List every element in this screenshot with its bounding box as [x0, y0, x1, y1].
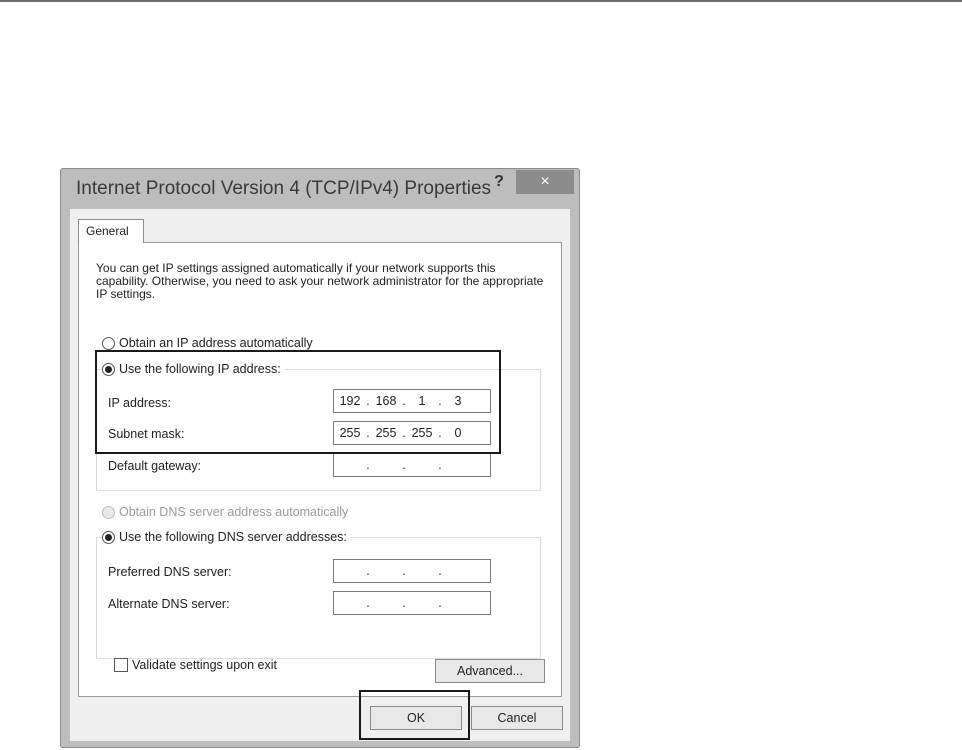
octet-dot: . [366, 394, 370, 408]
description-text: You can get IP settings assigned automatically if your network supports this capability. Otherwise, you need to ask your network administrator for the appropriate IP settings. [96, 261, 544, 301]
octet-dot: . [366, 458, 370, 472]
alternate-dns-input[interactable] [333, 591, 491, 615]
octet-dot: . [438, 596, 442, 610]
dialog-client-area [70, 209, 570, 741]
subnet-mask-label: Subnet mask: [108, 427, 185, 441]
ok-button[interactable]: OK [370, 706, 462, 730]
cancel-button[interactable]: Cancel [471, 706, 563, 730]
octet-dot: . [366, 426, 370, 440]
ip-address-label: IP address: [108, 396, 172, 410]
use-following-ip-label: Use the following IP address: [119, 362, 281, 376]
dialog-title: Internet Protocol Version 4 (TCP/IPv4) Properties [76, 178, 492, 199]
use-following-ip-radio[interactable] [102, 363, 115, 376]
octet-dot: . [402, 458, 406, 472]
obtain-dns-auto-option[interactable] [102, 505, 348, 519]
octet-3: 1 [418, 394, 426, 408]
octet-dot: . [366, 564, 370, 578]
close-button[interactable]: × [516, 170, 574, 194]
obtain-dns-auto-radio[interactable] [102, 506, 115, 519]
octet-2: 168 [375, 394, 397, 408]
octet-dot: . [402, 596, 406, 610]
obtain-dns-auto-label: Obtain DNS server address automatically [119, 505, 349, 519]
octet-dot: . [402, 564, 406, 578]
use-following-dns-label: Use the following DNS server addresses: [119, 530, 347, 544]
subnet-mask-input[interactable] [333, 421, 491, 445]
preferred-dns-label: Preferred DNS server: [108, 565, 232, 579]
general-tab-panel [78, 242, 562, 697]
validate-settings-label: Validate settings upon exit [132, 658, 278, 672]
advanced-button[interactable]: Advanced... [435, 659, 545, 683]
obtain-ip-auto-option[interactable] [102, 336, 313, 350]
octet-dot: . [402, 394, 406, 408]
use-following-ip-option[interactable] [102, 362, 285, 376]
alternate-dns-label: Alternate DNS server: [108, 597, 230, 611]
octet-dot: . [402, 426, 406, 440]
octet-4: 3 [454, 394, 462, 408]
default-gateway-label: Default gateway: [108, 459, 202, 473]
default-gateway-input[interactable] [333, 453, 491, 477]
octet-dot: . [366, 596, 370, 610]
use-following-dns-radio[interactable] [102, 531, 115, 544]
tab-general[interactable]: General [78, 219, 144, 243]
obtain-ip-auto-label: Obtain an IP address automatically [119, 336, 313, 350]
octet-dot: . [438, 394, 442, 408]
validate-settings-checkbox[interactable] [114, 658, 128, 672]
octet-1: 192 [339, 394, 361, 408]
octet-4: 0 [454, 426, 462, 440]
preferred-dns-input[interactable] [333, 559, 491, 583]
title-bar[interactable] [61, 169, 579, 209]
obtain-ip-auto-radio[interactable] [102, 337, 115, 350]
octet-2: 255 [375, 426, 397, 440]
octet-dot: . [438, 564, 442, 578]
octet-3: 255 [411, 426, 433, 440]
octet-dot: . [438, 426, 442, 440]
ip-address-input[interactable] [333, 389, 491, 413]
octet-1: 255 [339, 426, 361, 440]
tcpip-properties-dialog [60, 168, 580, 748]
help-button[interactable]: ? [494, 173, 504, 190]
octet-dot: . [438, 458, 442, 472]
top-divider [0, 0, 962, 2]
use-following-dns-option[interactable] [102, 530, 351, 544]
